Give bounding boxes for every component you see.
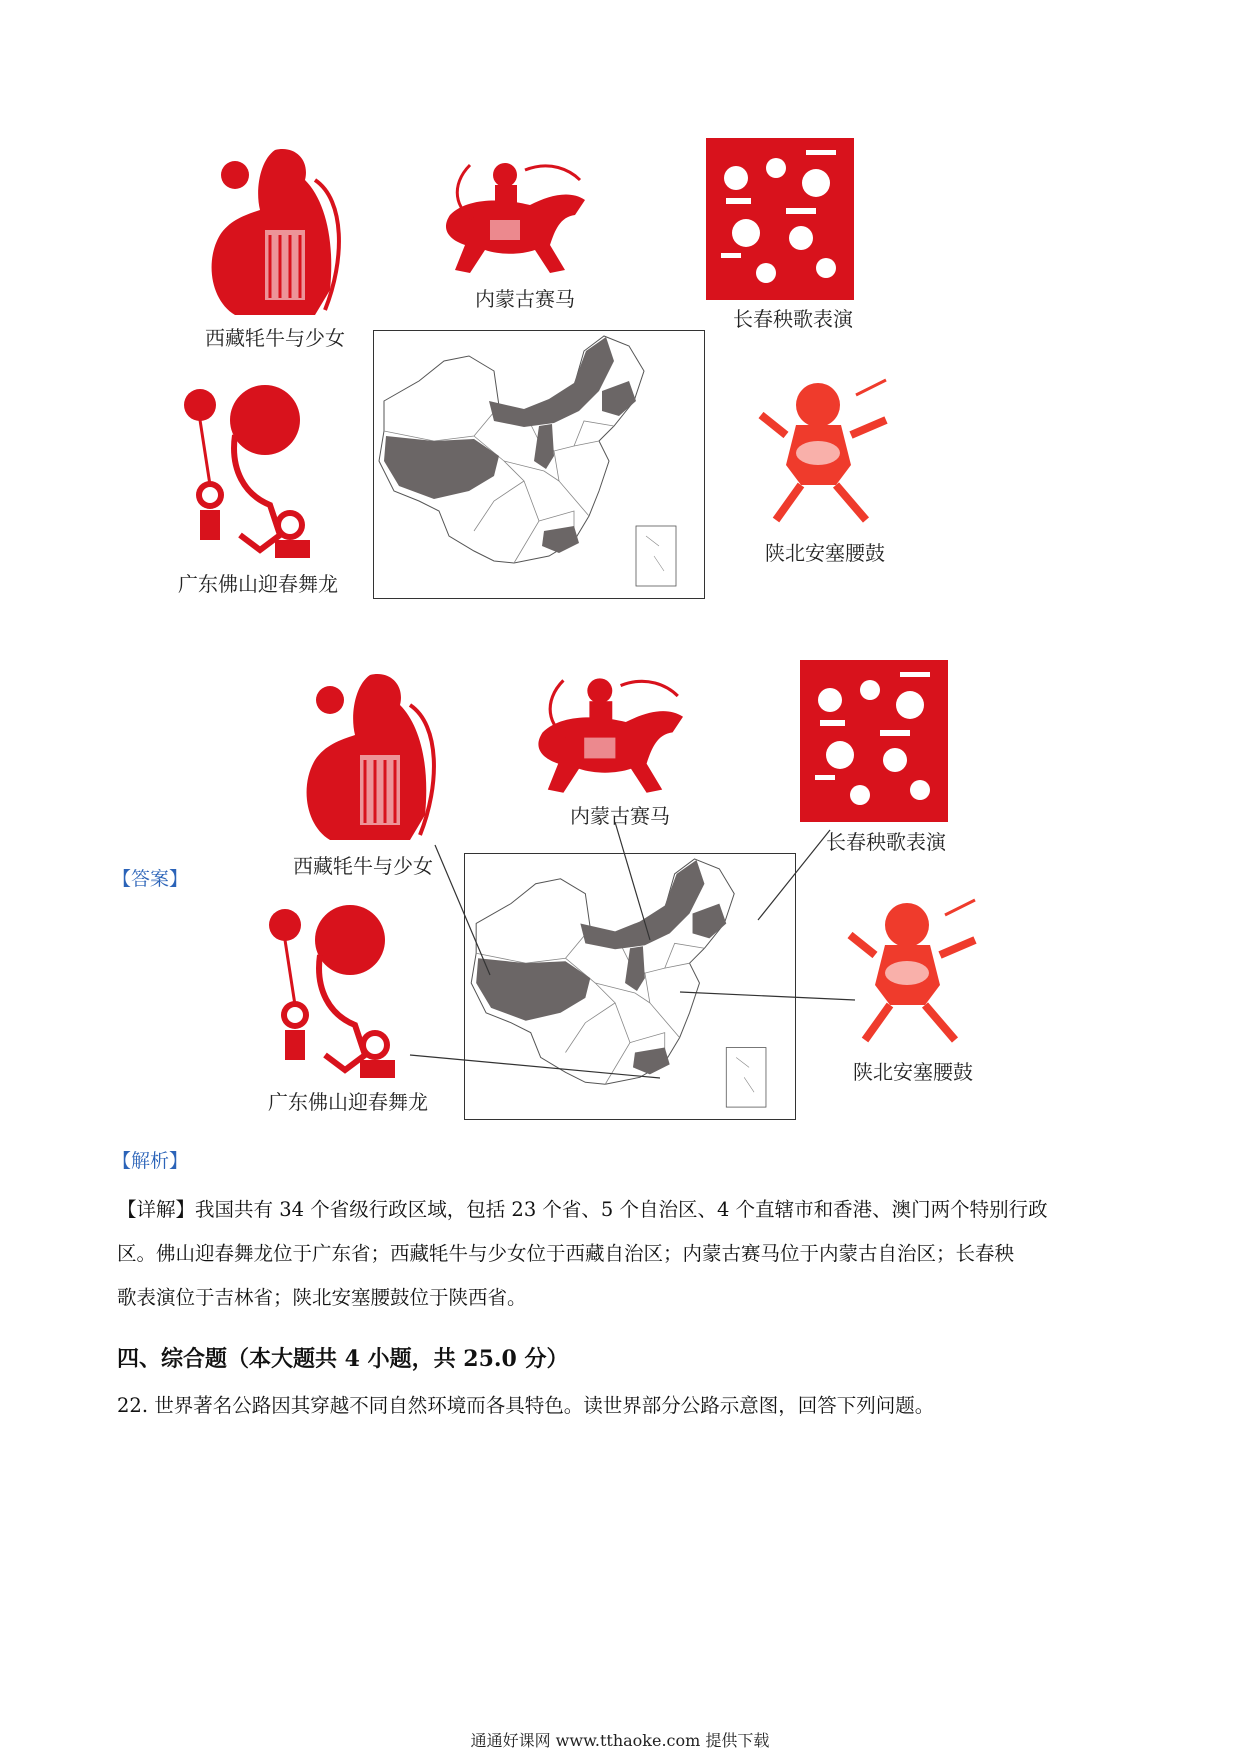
- page-footer: 通通好课网 www.tthaoke.com 提供下载: [470, 1731, 770, 1750]
- analysis-detail-line2: 区。佛山迎春舞龙位于广东省；西藏牦牛与少女位于西藏自治区；内蒙古赛马位于内蒙古自治区；长春秧: [117, 1242, 1015, 1265]
- caption-guangdong: 广东佛山迎春舞龙: [178, 572, 338, 596]
- answer-caption-shaanbei: 陕北安塞腰鼓: [853, 1060, 973, 1084]
- analysis-detail: [117, 1188, 1127, 1320]
- answer-papercut-dragon-dance-image: [255, 895, 405, 1080]
- answer-caption-mongolia: 内蒙古赛马: [570, 804, 670, 828]
- analysis-label: 【解析】: [112, 1150, 189, 1172]
- caption-mongolia: 内蒙古赛马: [475, 287, 575, 311]
- question-22: 22. 世界著名公路因其穿越不同自然环境而各具特色。读世界部分公路示意图，回答下列问题。: [117, 1394, 935, 1417]
- caption-tibet: 西藏牦牛与少女: [205, 326, 345, 350]
- answer-caption-changchun: 长春秧歌表演: [826, 830, 946, 854]
- answer-caption-guangdong: 广东佛山迎春舞龙: [268, 1090, 428, 1114]
- caption-changchun: 长春秧歌表演: [733, 307, 853, 331]
- caption-shaanbei: 陕北安塞腰鼓: [765, 541, 885, 565]
- analysis-detail-line3: 歌表演位于吉林省；陕北安塞腰鼓位于陕西省。: [117, 1286, 527, 1309]
- analysis-detail-line1: 【详解】我国共有 34 个省级行政区域，包括 23 个省、5 个自治区、4 个直辖市和香港、澳门两个特别行政: [117, 1198, 1048, 1221]
- answer-label: 【答案】: [112, 868, 189, 890]
- section-title: 四、综合题（本大题共 4 小题，共 25.0 分）: [117, 1346, 569, 1372]
- answer-papercut-waist-drum-image: [845, 895, 985, 1045]
- answer-caption-tibet: 西藏牦牛与少女: [293, 854, 433, 878]
